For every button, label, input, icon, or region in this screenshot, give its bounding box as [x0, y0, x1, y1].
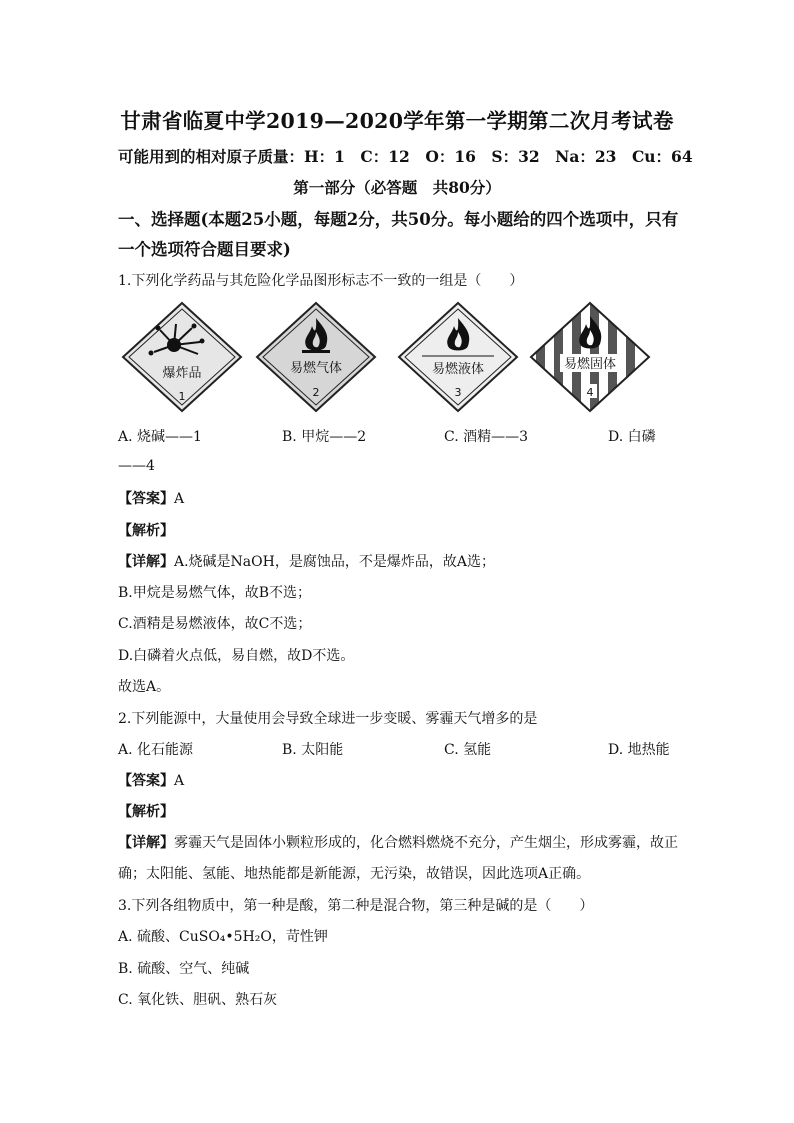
- detail-text: A.烧碱是NaOH，是腐蚀品，不是爆炸品，故A选；: [174, 554, 495, 570]
- q2-answer: [118, 770, 184, 790]
- q1-detail-line: D.白磷着火点低，易自燃，故D不选。: [118, 648, 355, 664]
- q3-option-b: B. 硫酸、空气、纯碱: [118, 961, 250, 977]
- q1-option-b: B. 甲烷——2: [282, 429, 367, 445]
- hazard-sign-number: 3: [454, 386, 462, 399]
- detail-tag: 【详解】: [118, 554, 174, 570]
- answer-value: A: [174, 491, 185, 507]
- q1-detail-line: [118, 551, 495, 571]
- answer-tag: 【答案】: [118, 491, 174, 507]
- q1-detail-line: C.酒精是易燃液体，故C不选；: [118, 616, 312, 632]
- q2-detail-line: [118, 832, 678, 852]
- section-heading-line1: 一、选择题(本题25小题，每题2分，共50分。每小题给的四个选项中，只有: [118, 210, 679, 229]
- atomic-masses: 可能用到的相对原子质量：H：1 C：12 O：16 S：32 Na：23 Cu：64: [118, 147, 693, 166]
- q3-option-c: C. 氧化铁、胆矾、熟石灰: [118, 992, 278, 1008]
- q2-option-a: A. 化石能源: [118, 742, 194, 758]
- answer-tag: 【答案】: [118, 773, 174, 789]
- hazard-sign-flammable-solid: [528, 300, 652, 414]
- q1-stem: 1.下列化学药品与其危险化学品图形标志不一致的一组是（ ）: [118, 273, 524, 289]
- detail-text: 雾霾天气是固体小颗粒形成的，化合燃料燃烧不充分，产生烟尘，形成雾霾，故正: [174, 835, 678, 851]
- q2-analysis-tag: 【解析】: [118, 804, 174, 820]
- q3-option-a: A. 硫酸、CuSO₄•5H₂O，苛性钾: [118, 929, 328, 945]
- hazard-sign-explosive: [120, 300, 244, 414]
- part-heading: 第一部分（必答题 共80分）: [293, 178, 501, 197]
- q1-option-a: A. 烧碱——1: [118, 429, 202, 445]
- hazard-sign-flammable-liquid: [396, 300, 520, 414]
- hazard-sign-number: 4: [586, 386, 594, 399]
- q1-answer: [118, 488, 184, 508]
- hazard-sign-label: 易燃气体: [289, 361, 343, 376]
- q1-option-d: D. 白磷: [608, 429, 656, 445]
- answer-value: A: [174, 773, 185, 789]
- hazard-sign-label: 易燃固体: [563, 357, 617, 372]
- q1-detail-line: B.甲烷是易燃气体，故B不选；: [118, 585, 312, 601]
- hazard-sign-number: 1: [178, 390, 186, 403]
- hazard-sign-label: 易燃液体: [431, 362, 485, 377]
- section-heading-line2: 一个选项符合题目要求): [118, 240, 291, 259]
- q2-detail-line: 确；太阳能、氢能、地热能都是新能源，无污染，故错误，因此选项A正确。: [118, 866, 591, 882]
- q2-option-d: D. 地热能: [608, 742, 670, 758]
- hazard-signs: [118, 300, 678, 415]
- q1-option-d-continued: ——4: [118, 458, 155, 474]
- q1-option-c: C. 酒精——3: [444, 429, 529, 445]
- hazard-sign-label: 爆炸品: [162, 366, 202, 381]
- detail-tag: 【详解】: [118, 835, 174, 851]
- q2-stem: 2.下列能源中，大量使用会导致全球进一步变暖、雾霾天气增多的是: [118, 711, 538, 727]
- q2-option-b: B. 太阳能: [282, 742, 344, 758]
- hazard-sign-flammable-gas: [254, 300, 378, 414]
- q1-analysis-tag: 【解析】: [118, 523, 174, 539]
- q1-conclusion: 故选A。: [118, 679, 171, 695]
- hazard-sign-number: 2: [312, 386, 320, 399]
- q2-option-c: C. 氢能: [444, 742, 492, 758]
- page-title: 甘肃省临夏中学2019—2020学年第一学期第二次月考试卷: [120, 109, 674, 133]
- q3-stem: 3.下列各组物质中，第一种是酸，第二种是混合物，第三种是碱的是（ ）: [118, 898, 594, 914]
